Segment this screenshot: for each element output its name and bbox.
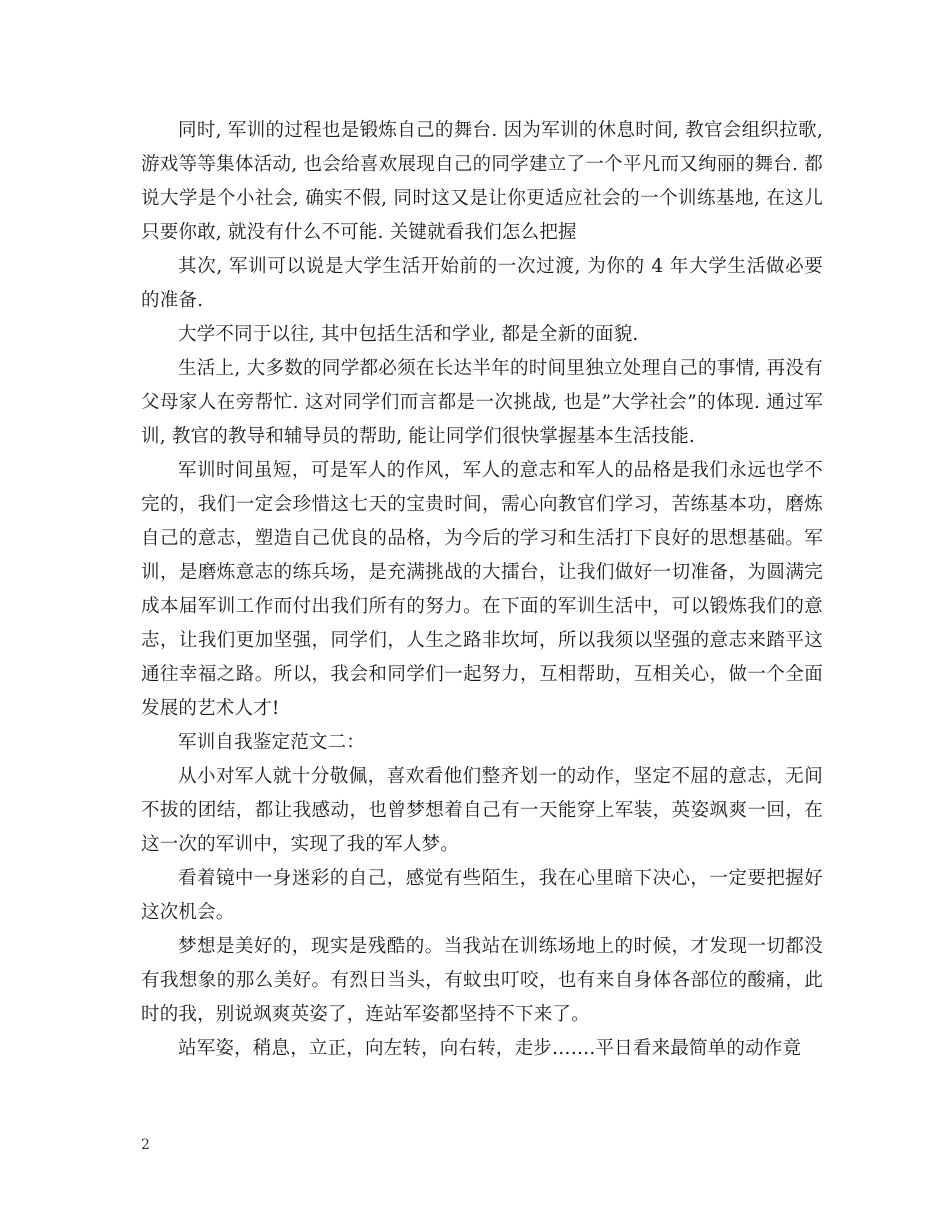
paragraph: 大学不同于以往, 其中包括生活和学业, 都是全新的面貌. [178,324,639,345]
paragraph: 看着镜中一身迷彩的自己，感觉有些陌生，我在心里暗下决心，一定要把握好这次机会。 [141,868,823,923]
page-number: 2 [141,1137,150,1153]
paragraph: 站军姿，稍息，立正，向左转，向右转，走步…….平日看来最简单的动作竟 [178,1038,802,1059]
paragraph: 梦想是美好的，现实是残酷的。当我站在训练场地上的时候，才发现一切都没有我想象的那么美好。有烈日当头，有蚊虫叮咬，也有来自身体各部位的酸痛，此时的我，别说飒爽英姿了，连站军姿都坚持不下来了。 [141,936,823,1025]
paragraph: 从小对军人就十分敬佩，喜欢看他们整齐划一的动作，坚定不屈的意志，无间不拔的团结，都让我感动，也曾梦想着自己有一天能穿上军装，英姿飒爽一回，在这一次的军训中，实现了我的军人梦。 [141,766,823,855]
paragraph: 生活上, 大多数的同学都必须在长达半年的时间里独立处理自己的事情, 再没有父母家人在旁帮忙. 这对同学们而言都是一次挑战, 也是”大学社会”的体现. 通过军训, 教官的教导和辅导员的帮助, 能让同学们很快掌握基本生活技能. [141,358,823,447]
paragraph: 同时, 军训的过程也是锻炼自己的舞台. 因为军训的休息时间, 教官会组织拉歌, 游戏等等集体活动, 也会给喜欢展现自己的同学建立了一个平凡而又绚丽的舞台. 都说大学是个小社会, 确实不假, 同时这又是让你更适应社会的一个训练基地, 在这儿只要你敢, 就没有什么不可能. 关键就看我们怎么把握 [141,120,823,243]
document-body [141,114,823,1066]
paragraph: 其次, 军训可以说是大学生活开始前的一次过渡, 为你的 4 年大学生活做必要的准备. [141,256,823,311]
paragraph: 军训时间虽短，可是军人的作风，军人的意志和军人的品格是我们永远也学不完的，我们一定会珍惜这七天的宝贵时间，需心向教官们学习，苦练基本功，磨炼自己的意志，塑造自己优良的品格，为今后的学习和生活打下良好的思想基础。军训，是磨炼意志的练兵场，是充满挑战的大擂台，让我们做好一切准备，为圆满完成本届军训工作而付出我们所有的努力。在下面的军训生活中，可以锻炼我们的意志，让我们更加坚强，同学们，人生之路非坎坷，所以我须以坚强的意志来踏平这通往幸福之路。所以，我会和同学们一起努力，互相帮助，互相关心，做一个全面发展的艺术人才! [141,460,823,719]
section-heading: 军训自我鉴定范文二： [178,732,366,753]
